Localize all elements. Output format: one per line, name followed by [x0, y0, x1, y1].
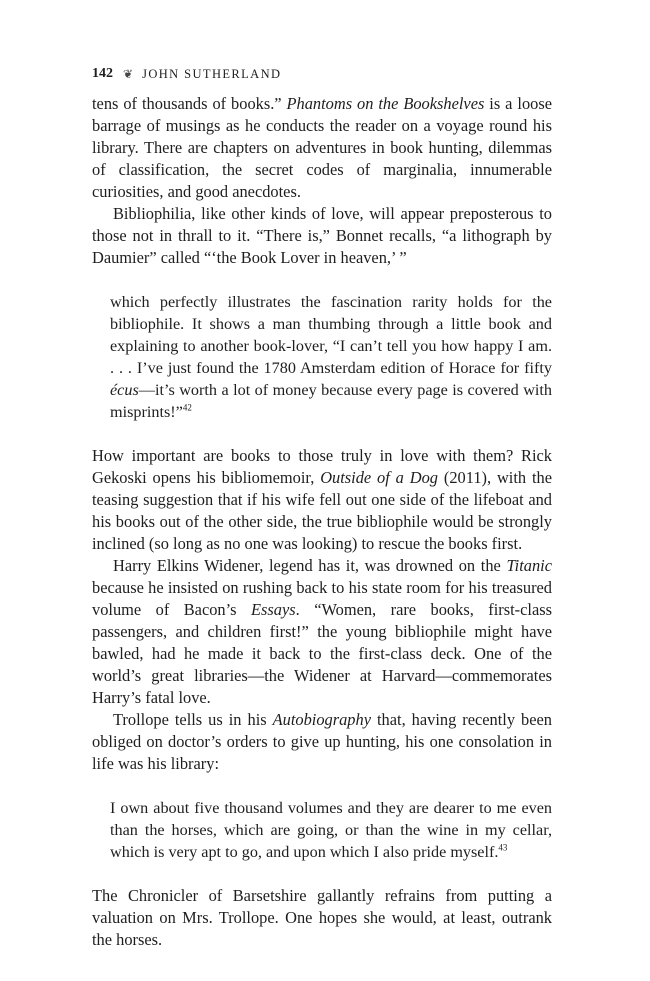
text-run: I own about five thousand volumes and they are dearer to me even than the horses, which are going, or than the wine in my cellar, which is very apt to go, and upon which I also pride myself.	[110, 799, 552, 861]
text-run: Trollope tells us in his	[113, 710, 273, 729]
text-run: that, having recently been obliged on doctor’s orders to give up hunting, his one consolation in life was his library:	[92, 710, 552, 773]
paragraph-3	[92, 445, 552, 555]
text-run: which perfectly illustrates the fascination rarity holds for the bibliophile. It shows a man thumbing through a little book and explaining to another book-lover, “I can’t tell you how happy I am. . . . I’ve just found the 1780 Amsterdam edition of Horace for fifty	[110, 293, 552, 377]
paragraph-4	[92, 555, 552, 709]
paragraph-1	[92, 93, 552, 203]
text-run: . “Women, rare books, first-class passengers, and children first!” the young bibliophile might have bawled, had he made it back to the first-class deck. One of the world’s great libraries—the Widener at Harvard—commemorates Harry’s fatal love.	[92, 600, 552, 707]
body-text	[92, 93, 552, 951]
paragraph-5	[92, 709, 552, 775]
text-run: —it’s worth a lot of money because every page is covered with misprints!”	[110, 381, 552, 421]
text-run: Harry Elkins Widener, legend has it, was drowned on the	[113, 556, 507, 575]
fleuron-icon: ❦	[123, 66, 134, 81]
block-quote-1	[110, 291, 552, 423]
text-run: The Chronicler of Barsetshire gallantly refrains from putting a valuation on Mrs. Trollope. One hopes she would, at least, outrank the horses.	[92, 886, 552, 949]
page-number: 142	[92, 66, 113, 81]
footnote-marker: 42	[182, 402, 192, 413]
paragraph-2	[92, 203, 552, 269]
paragraph-6	[92, 885, 552, 951]
book-title: Outside of a Dog	[320, 468, 438, 487]
block-quote-2	[110, 797, 552, 863]
text-run: because he insisted on rushing back to his state room for his treasured volume of Bacon’s	[92, 578, 552, 619]
text-run: How important are books to those truly in love with them? Rick Gekoski opens his bibliomemoir,	[92, 446, 552, 487]
foreign-term: écus	[110, 381, 139, 399]
text-run: is a loose barrage of musings as he conducts the reader on a voyage round his library. There are chapters on adventures in book hunting, dilemmas of classification, the secret codes of marginalia, innumerable curiosities, and good anecdotes.	[92, 94, 552, 201]
ship-name: Titanic	[506, 556, 552, 575]
running-head	[92, 66, 281, 82]
book-title: Autobiography	[272, 710, 371, 729]
book-title: Essays	[251, 600, 296, 619]
text-run: (2011), with the teasing suggestion that if his wife fell out one side of the lifeboat and his books out of the other side, the true bibliophile would be strongly inclined (so long as no one was looking) to rescue the books first.	[92, 468, 552, 553]
book-title: Phantoms on the Bookshelves	[286, 94, 485, 113]
text-run: tens of thousands of books.”	[92, 94, 287, 113]
footnote-marker: 43	[498, 842, 508, 853]
author-name: JOHN SUTHERLAND	[142, 66, 282, 81]
text-run: Bibliophilia, like other kinds of love, will appear preposterous to those not in thrall to it. “There is,” Bonnet recalls, “a lithograph by Daumier” called “‘the Book Lover in heaven,’ ”	[92, 204, 552, 267]
